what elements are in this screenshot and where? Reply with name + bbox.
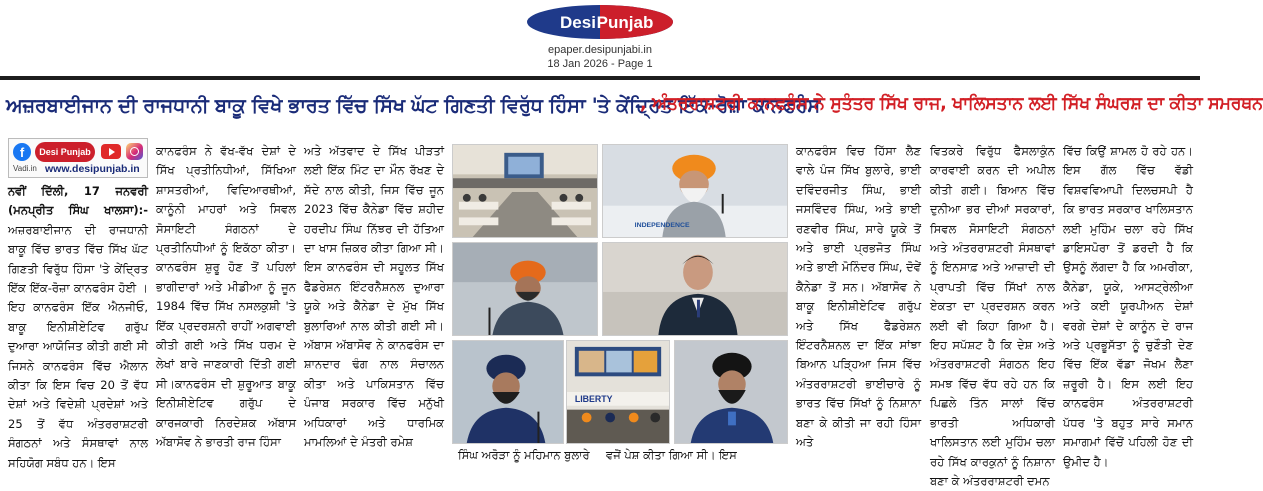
banner-independence: INDEPENDENCE — [634, 222, 690, 230]
photo-caption-left: ਸਿੰਘ ਅਰੋੜਾ ਨੂੰ ਮਹਿਮਾਨ ਬੁਲਾਰੇ — [458, 448, 590, 462]
article-column-1 — [8, 182, 148, 472]
headline-row — [0, 90, 1263, 134]
facebook-icon[interactable]: f — [13, 143, 31, 161]
photo-collage — [452, 144, 788, 444]
headline-sub: , ਅੰਤਰਰਾਸ਼ਟਰੀ ਕਾਨਫਰੰਸ ਨੇ ਸੁਤੰਤਰ ਸਿੱਖ ਰਾਜ, ਖਾਲਿਸਤਾਨ ਲਈ ਸਿੱਖ ਸੰਘਰਸ਼ ਦਾ ਕੀਤਾ ਸਮਰਥਨ — [640, 94, 1263, 114]
article-dateline: ਨਵੀਂ ਦਿੱਲੀ, 17 ਜਨਵਰੀ (ਮਨਪ੍ਰੀਤ ਸਿੰਘ ਖਾਲਸਾ):- — [8, 184, 148, 218]
desipunjab-logo[interactable] — [526, 4, 674, 40]
photo-speaker-orange-turban — [602, 144, 788, 238]
photo-conference-hall — [452, 144, 598, 238]
article-column-3: ਅਤੇ ਅੱਤਵਾਦ ਦੇ ਸਿੱਖ ਪੀੜਤਾਂ ਲਈ ਇੱਕ ਮਿੰਟ ਦਾ ਮੌਨ ਰੱਖਣ ਦੇ ਸੱਦੇ ਨਾਲ ਕੀਤੀ, ਜਿਸ ਵਿੱਚ ਜੂਨ 2023 ਵਿੱਚ ਕੈਨੇਡਾ ਵਿੱਚ ਸ਼ਹੀਦ ਹਰਦੀਪ ਸਿੰਘ ਨਿੱਝਰ ਦੀ ਹੱਤਿਆ ਦਾ ਖਾਸ ਜ਼ਿਕਰ ਕੀਤਾ ਗਿਆ ਸੀ। ਇਸ ਕਾਨਫਰੰਸ ਦੀ ਸਹੂਲਤ ਸਿੱਖ ਫੈਡਰੇਸ਼ਨ ਇੰਟਰਨੈਸ਼ਨਲ ਦੁਆਰਾ ਯੂਕੇ ਅਤੇ ਕੈਨੇਡਾ ਦੇ ਮੁੱਖ ਸਿੱਖ ਬੁਲਾਰਿਆਂ ਨਾਲ ਕੀਤੀ ਗਈ ਸੀ। ਅੱਬਾਸ ਅੱਬਾਸੋਵ ਨੇ ਕਾਨਫਰੰਸ ਦਾ ਸ਼ਾਨਦਾਰ ਢੰਗ ਨਾਲ ਸੰਚਾਲਨ ਕੀਤਾ ਅਤੇ ਪਾਕਿਸਤਾਨ ਵਿੱਚ ਪੰਜਾਬ ਸਰਕਾਰ ਵਿੱਚ ਮਨੁੱਖੀ ਅਧਿਕਾਰਾਂ ਅਤੇ ਧਾਰਮਿਕ ਮਾਮਲਿਆਂ ਦੇ ਮੰਤਰੀ ਰਮੇਸ਼ — [304, 144, 444, 450]
article-col1-text: ਅਜ਼ਰਬਾਈਜਾਨ ਦੀ ਰਾਜਧਾਨੀ ਬਾਕੂ ਵਿੱਚ ਭਾਰਤ ਵਿੱਚ ਸਿੱਖ ਘੱਟ ਗਿਣਤੀ ਵਿਰੁੱਧ ਹਿੰਸਾ 'ਤੇ ਕੇਂਦ੍ਰਿਤ ਇੱਕ ਇੱਕ-ਰੋਜ਼ਾ ਕਾਨਫਰੰਸ ਹੋਈ । ਇਹ ਕਾਨਫਰੰਸ ਇੱਕ ਐਨਜੀਓ, ਬਾਕੂ ਇਨੀਸ਼ੀਏਟਿਵ ਗਰੁੱਪ ਦੁਆਰਾ ਆਯੋਜਿਤ ਕੀਤੀ ਗਈ ਸੀ ਜਿਸਨੇ ਕਾਨਫਰੰਸ ਵਿੱਚ ਐਲਾਨ ਕੀਤਾ ਕਿ ਇਸ ਵਿਚ 20 ਤੋਂ ਵੱਧ ਦੇਸ਼ਾਂ ਅਤੇ ਵਿਦੇਸ਼ੀ ਪ੍ਰਦੇਸ਼ਾਂ ਅਤੇ 25 ਤੋਂ ਵੱਧ ਅੰਤਰਰਾਸ਼ਟਰੀ ਸੰਗਠਨਾਂ ਅਤੇ ਸੰਸਥਾਵਾਂ ਨਾਲ ਸਹਿਯੋਗ ਸਬੰਧ ਹਨ। ਇਸ — [8, 222, 148, 470]
website-link[interactable]: www.desipunjab.in — [45, 163, 140, 175]
edition-date-page: 18 Jan 2026 - Page 1 — [547, 58, 653, 70]
headline-main: ਅਜ਼ਰਬਾਈਜਾਨ ਦੀ ਰਾਜਧਾਨੀ ਬਾਕੂ ਵਿਖੇ ਭਾਰਤ ਵਿੱਚ ਸਿੱਖ ਘੱਟ ਗਿਣਤੀ ਵਿਰੁੱਧ ਹਿੰਸਾ 'ਤੇ ਕੇਂਦ੍ਰਿਤ ਇੱਕ-ਰੋਜ਼ਾ ਕਾਨਫਰੰਸ — [6, 94, 820, 117]
youtube-icon[interactable] — [101, 144, 121, 159]
social-tagline: Vadi.in — [13, 164, 37, 173]
social-links-box — [8, 138, 148, 178]
desipunjab-mini-logo[interactable]: Desi Punjab — [35, 142, 95, 162]
masthead — [0, 0, 1200, 76]
article-column-6: ਵਿੱਚ ਕਿਉਂ ਸ਼ਾਮਲ ਹੋ ਰਹੇ ਹਨ। ਇਸ ਗੱਲ ਵਿੱਚ ਵੱਡੀ ਵਿਸ਼ਵਵਿਆਪੀ ਦਿਲਚਸਪੀ ਹੈ ਕਿ ਭਾਰਤ ਸਰਕਾਰ ਖਾਲਿਸਤਾਨ ਲਈ ਮੁਹਿੰਮ ਚਲਾ ਰਹੇ ਸਿੱਖ ਡਾਇਸਪੋਰਾ ਤੋਂ ਡਰਦੀ ਹੈ ਕਿ ਉਸਨੂੰ ਲੱਗਦਾ ਹੈ ਕਿ ਅਮਰੀਕਾ, ਕੈਨੇਡਾ, ਯੂਕੇ, ਆਸਟ੍ਰੇਲੀਆ ਅਤੇ ਕਈ ਯੂਰਪੀਅਨ ਦੇਸ਼ਾਂ ਵਰਗੇ ਦੇਸ਼ਾਂ ਦੇ ਕਾਨੂੰਨ ਦੇ ਰਾਜ ਅਤੇ ਪ੍ਰਭੂਸੱਤਾ ਨੂੰ ਚੁਣੌਤੀ ਦੇਣ ਵਿੱਚ ਇੱਕ ਵੱਡਾ ਜੋਖਮ ਲੈਣਾ ਜ਼ਰੂਰੀ ਹੈ। ਇਸ ਲਈ ਇਹ ਕਾਨਫਰੰਸ ਅੰਤਰਰਾਸ਼ਟਰੀ ਪੱਧਰ 'ਤੇ ਬਹੁਤ ਸਾਰੇ ਸਮਾਨ ਸਮਾਗਮਾਂ ਵਿੱਚੋਂ ਪਹਿਲੀ ਹੋਣ ਦੀ ਉਮੀਦ ਹੈ। — [1063, 144, 1193, 469]
logo-graphic — [526, 4, 674, 40]
instagram-icon[interactable] — [126, 143, 143, 160]
article-column-2: ਕਾਨਫਰੰਸ ਨੇ ਵੱਖ-ਵੱਖ ਦੇਸ਼ਾਂ ਦੇ ਸਿੱਖ ਪ੍ਰਤੀਨਿਧੀਆਂ, ਸਿੱਖਿਆ ਸ਼ਾਸਤਰੀਆਂ, ਵਿਦਿਆਰਥੀਆਂ, ਕਾਨੂੰਨੀ ਮਾਹਰਾਂ ਅਤੇ ਸਿਵਲ ਸੋਸਾਇਟੀ ਸੰਗਠਨਾਂ ਦੇ ਪ੍ਰਤੀਨਿਧੀਆਂ ਨੂੰ ਇਕੱਠਾ ਕੀਤਾ।ਕਾਨਫਰੰਸ ਸ਼ੁਰੂ ਹੋਣ ਤੋਂ ਪਹਿਲਾਂ ਭਾਗੀਦਾਰਾਂ ਅਤੇ ਮੀਡੀਆ ਨੂੰ ਜੂਨ 1984 ਵਿੱਚ ਸਿੱਖ ਨਸਲਕੁਸ਼ੀ 'ਤੇ ਇੱਕ ਪ੍ਰਦਰਸ਼ਨੀ ਰਾਹੀਂ ਅਗਵਾਈ ਕੀਤੀ ਗਈ ਅਤੇ ਸਿੱਖ ਧਰਮ ਦੇ ਲੇਖਾਂ ਬਾਰੇ ਜਾਣਕਾਰੀ ਦਿੱਤੀ ਗਈ ਸੀ।ਕਾਨਫਰੰਸ ਦੀ ਸ਼ੁਰੂਆਤ ਬਾਕੂ ਇਨੀਸ਼ੀਏਟਿਵ ਗਰੁੱਪ ਦੇ ਕਾਰਜਕਾਰੀ ਨਿਰਦੇਸ਼ਕ ਅੱਬਾਸ ਅੱਬਾਸੋਵ ਨੇ ਭਾਰਤੀ ਰਾਜ ਹਿੰਸਾ — [156, 144, 296, 450]
article-clipping — [0, 76, 1263, 488]
logo-text-left: Desi — [560, 13, 596, 32]
article-column-4: ਕਾਨਫਰੰਸ ਵਿਚ ਹਿੱਸਾ ਲੈਣ ਵਾਲੇ ਪੰਜ ਸਿੱਖ ਬੁਲਾਰੇ, ਭਾਈ ਦਵਿੰਦਰਜੀਤ ਸਿੰਘ, ਭਾਈ ਜਸਵਿੰਦਰ ਸਿੰਘ, ਅਤੇ ਭਾਈ ਰਣਵੀਰ ਸਿੰਘ, ਸਾਰੇ ਯੂਕੇ ਤੋਂ ਅਤੇ ਭਾਈ ਪ੍ਰਭਜੋਤ ਸਿੰਘ ਅਤੇ ਭਾਈ ਮੋਨਿੰਦਰ ਸਿੰਘ, ਦੋਵੇਂ ਕੈਨੇਡਾ ਤੋਂ ਸਨ। ਅੱਬਾਸੋਵ ਨੇ ਬਾਕੂ ਇਨੀਸ਼ੀਏਟਿਵ ਗਰੁੱਪ ਅਤੇ ਸਿੱਖ ਫੈਡਰੇਸ਼ਨ ਇੰਟਰਨੈਸ਼ਨਲ ਦਾ ਇੱਕ ਸਾਂਝਾ ਬਿਆਨ ਪੜ੍ਹਿਆ ਜਿਸ ਵਿੱਚ ਅੰਤਰਰਾਸ਼ਟਰੀ ਭਾਈਚਾਰੇ ਨੂੰ ਭਾਰਤ ਵਿੱਚ ਸਿੱਖਾਂ ਨੂੰ ਨਿਸ਼ਾਨਾ ਬਣਾ ਕੇ ਕੀਤੀ ਜਾ ਰਹੀ ਹਿੰਸਾ ਅਤੇ — [796, 144, 921, 450]
photo-speaker-suit — [602, 242, 788, 336]
logo-text-right: Punjab — [596, 13, 654, 32]
epaper-url[interactable]: epaper.desipunjabi.in — [548, 44, 652, 56]
banner-liberty: LIBERTY — [574, 393, 613, 404]
photo-speaker-black-turban — [674, 340, 788, 444]
photo-speaker-saffron-turban — [452, 242, 598, 336]
photo-caption-right: ਵਜੋਂ ਪੇਸ਼ ਕੀਤਾ ਗਿਆ ਸੀ। ਇਸ — [606, 448, 737, 462]
photo-stage-liberty — [566, 340, 670, 444]
article-column-5: ਵਿਤਕਰੇ ਵਿਰੁੱਧ ਫੈਸਲਾਕੁੰਨ ਕਾਰਵਾਈ ਕਰਨ ਦੀ ਅਪੀਲ ਕੀਤੀ ਗਈ। ਬਿਆਨ ਵਿੱਚ ਦੁਨੀਆ ਭਰ ਦੀਆਂ ਸਰਕਾਰਾਂ, ਸਿਵਲ ਸੋਸਾਇਟੀ ਸੰਗਠਨਾਂ ਅਤੇ ਅੰਤਰਰਾਸ਼ਟਰੀ ਸੰਸਥਾਵਾਂ ਨੂੰ ਇਨਸਾਫ਼ ਅਤੇ ਆਜ਼ਾਦੀ ਦੀ ਪ੍ਰਾਪਤੀ ਵਿੱਚ ਸਿੱਖਾਂ ਨਾਲ ਏਕਤਾ ਦਾ ਪ੍ਰਦਰਸ਼ਨ ਕਰਨ ਲਈ ਵੀ ਕਿਹਾ ਗਿਆ ਹੈ। ਇਹ ਸਪੱਸ਼ਟ ਹੈ ਕਿ ਦੇਸ਼ ਅਤੇ ਅੰਤਰਰਾਸ਼ਟਰੀ ਸੰਗਠਨ ਇਹ ਸਮਝ ਵਿੱਚ ਵੱਧ ਰਹੇ ਹਨ ਕਿ ਪਿਛਲੇ ਤਿੰਨ ਸਾਲਾਂ ਵਿੱਚ ਭਾਰਤੀ ਅਧਿਕਾਰੀ ਖਾਲਿਸਤਾਨ ਲਈ ਮੁਹਿੰਮ ਚਲਾ ਰਹੇ ਸਿੱਖ ਕਾਰਕੁਨਾਂ ਨੂੰ ਨਿਸ਼ਾਨਾ ਬਣਾ ਕੇ ਅੰਤਰਰਾਸ਼ਟਰੀ ਦਮਨ — [930, 144, 1055, 488]
photo-speaker-navy-turban — [452, 340, 564, 444]
